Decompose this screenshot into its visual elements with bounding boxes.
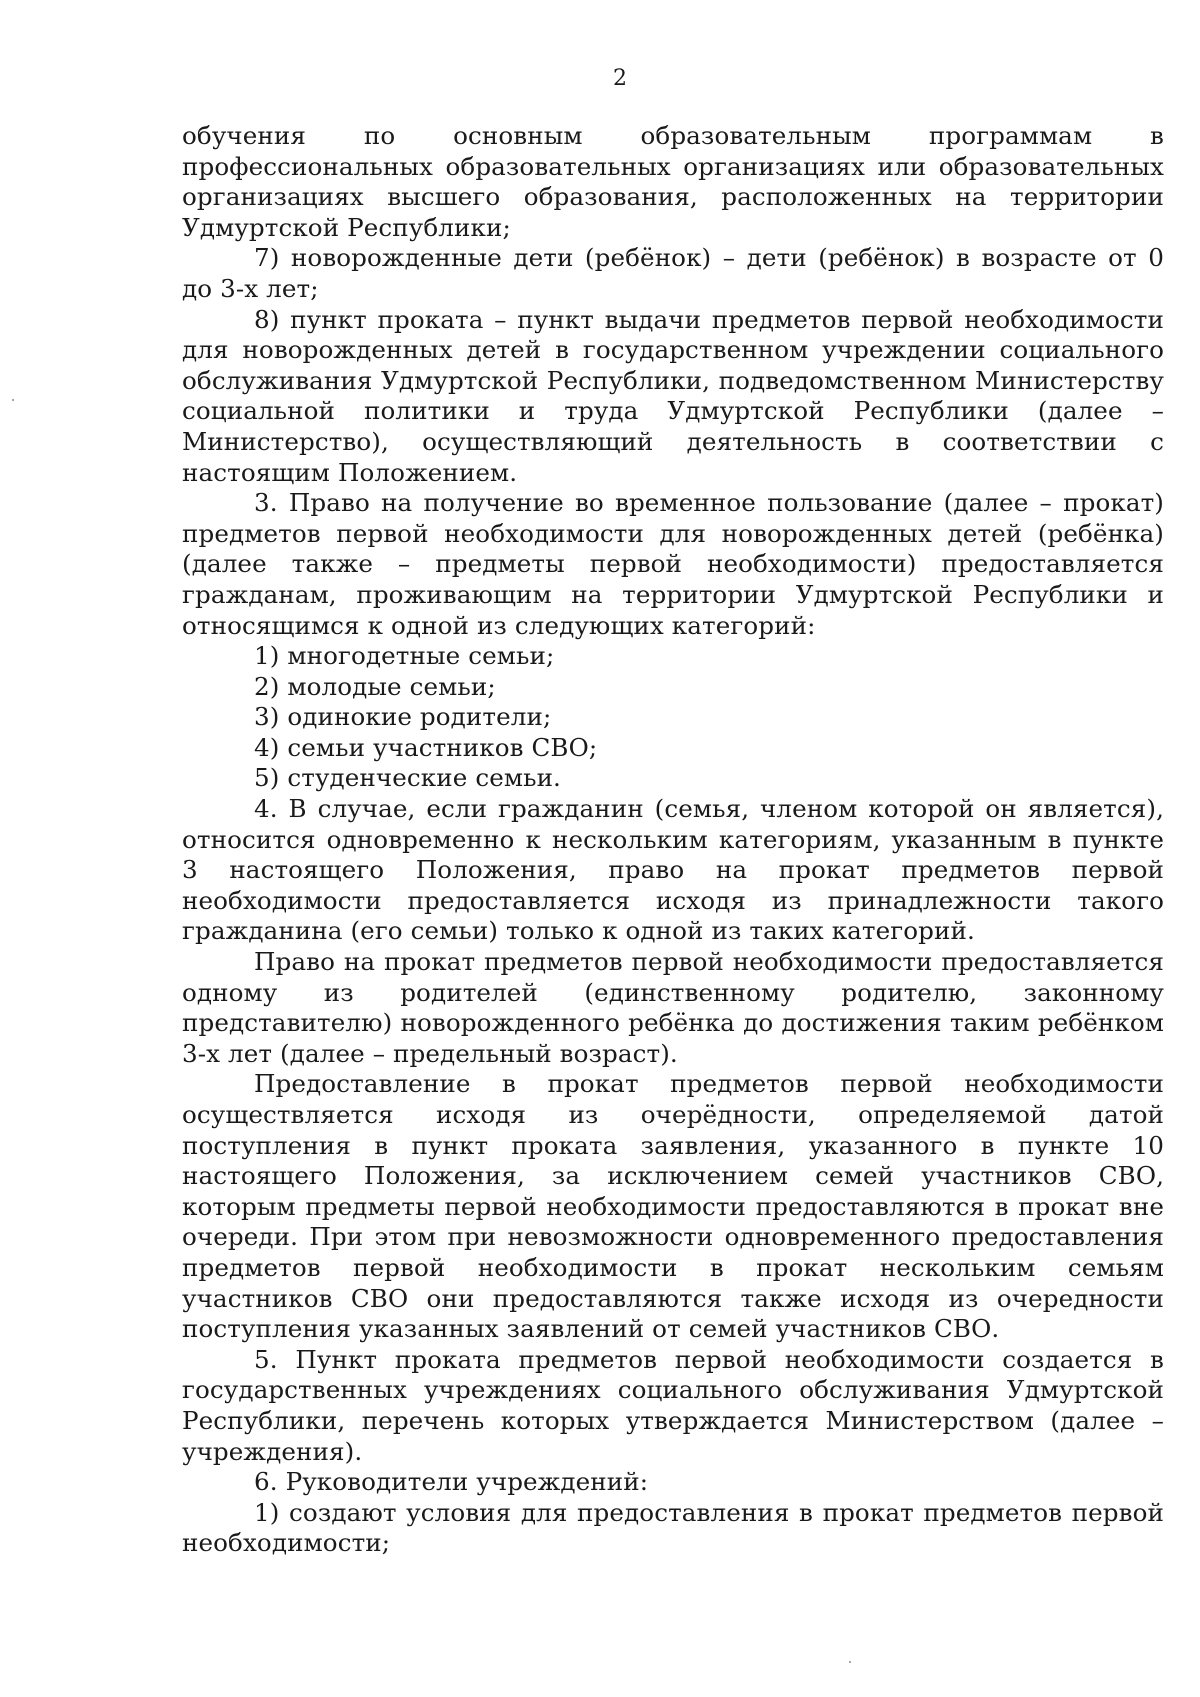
category-item: 5) студенческие семьи. bbox=[254, 763, 561, 793]
clause-4-right-paragraph: Право на прокат предметов первой необходимости предоставляется одному из родителей (единственному родителю, законному представителю) новорожденного ребёнка до достижения таким ребёнком 3-х лет (далее – предельный возраст). bbox=[182, 947, 1164, 1068]
clause-5: 5. Пункт проката предметов первой необходимости создается в государственных учреждениях социального обслуживания Удмуртской Республики, перечень которых утверждается Министерством (далее – учреждения). bbox=[182, 1344, 1164, 1466]
clause-4-provision-paragraph: Предоставление в прокат предметов первой необходимости осуществляется исходя из очерёдности, определяемой датой поступления в пункт проката заявления, указанного в пункте 10 настоящего Положения, за исключением семей участников СВО, которым предметы первой необходимости предоставляются в прокат вне очереди. При этом при невозможности одновременного предоставления предметов первой необходимости в прокат нескольким семьям участников СВО они предоставляются также исходя из очередности поступления указанных заявлений от семей участников СВО. bbox=[182, 1069, 1164, 1344]
scan-speck bbox=[849, 1661, 851, 1663]
clause-3: 3. Право на получение во временное пользование (далее – прокат) предметов первой необходимости для новорожденных детей (ребёнка) (далее также – предметы первой необходимости) предоставляется гражданам, проживающим на территории Удмуртской Республики и относящимся к одной из следующих категорий: bbox=[182, 488, 1164, 640]
category-item: 3) одинокие родители; bbox=[254, 702, 552, 732]
category-item: 4) семьи участников СВО; bbox=[254, 732, 598, 762]
clause-6-heading: 6. Руководители учреждений: bbox=[254, 1467, 649, 1497]
definition-7: 7) новорожденные дети (ребёнок) – дети (ребёнок) в возрасте от 0 до 3-х лет; bbox=[182, 243, 1164, 303]
paragraph-continuation: обучения по основным образовательным программам в профессиональных образовательных организациях или образовательных организациях высшего образования, расположенных на территории Удмуртской Республики; bbox=[182, 121, 1164, 242]
definition-8: 8) пункт проката – пункт выдачи предметов первой необходимости для новорожденных детей в государственном учреждении социального обслуживания Удмуртской Республики, подведомственном Министерству социальной политики и труда Удмуртской Республики (далее – Министерство), осуществляющий деятельность в соответствии с настоящим Положением. bbox=[182, 304, 1164, 487]
category-item: 1) многодетные семьи; bbox=[254, 641, 555, 671]
clause-6-item-1: 1) создают условия для предоставления в прокат предметов первой необходимости; bbox=[182, 1497, 1164, 1558]
category-list bbox=[182, 641, 1164, 794]
page-number: 2 bbox=[613, 66, 627, 91]
document-body bbox=[182, 121, 1164, 1559]
scan-speck bbox=[12, 399, 14, 401]
clause-4: 4. В случае, если гражданин (семья, членом которой он является), относится одновременно к нескольким категориям, указанным в пункте 3 настоящего Положения, право на прокат предметов первой необходимости предоставляется исходя из принадлежности такого гражданина (его семьи) только к одной из таких категорий. bbox=[182, 794, 1164, 946]
category-item: 2) молодые семьи; bbox=[254, 671, 496, 701]
